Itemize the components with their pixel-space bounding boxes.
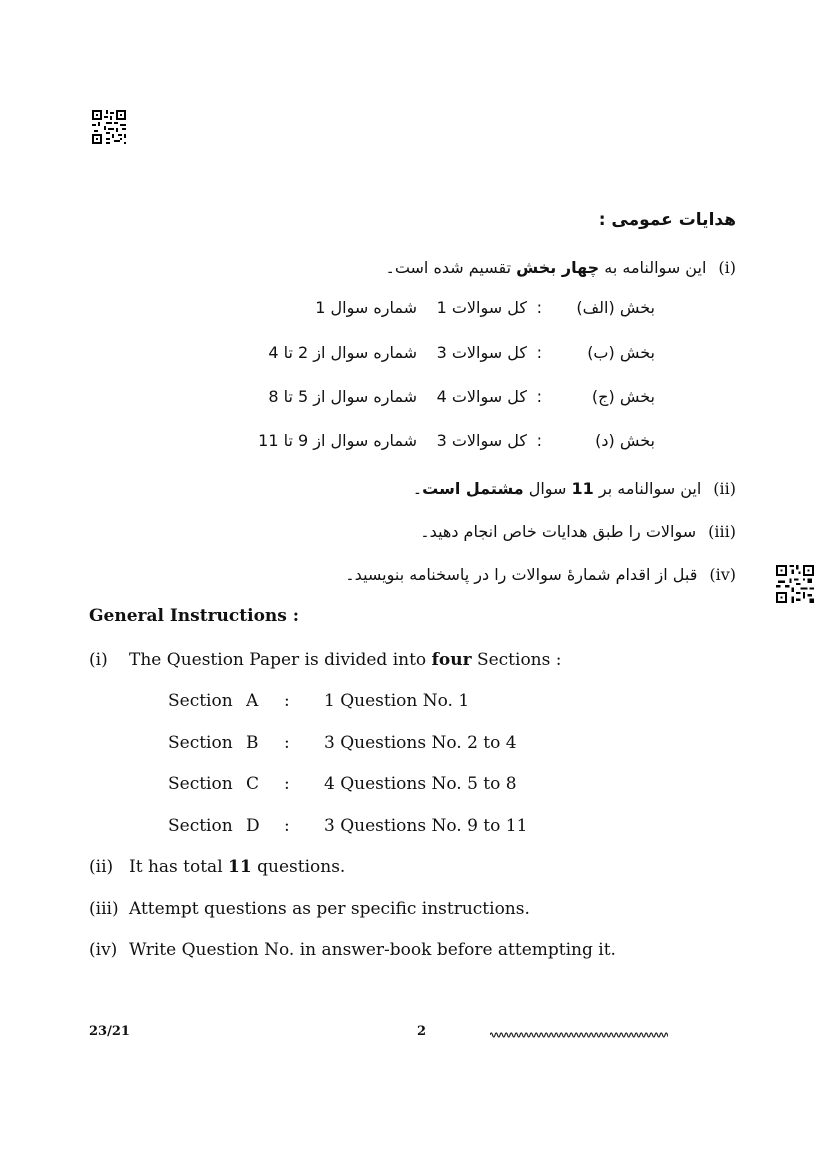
persian-section-total: کل سوالات 1: [436, 298, 527, 317]
persian-section-colon: :: [536, 343, 542, 362]
persian-section-name: بخش (د): [595, 431, 655, 450]
persian-item-marker: (i): [718, 258, 736, 277]
persian-heading: هدایات عمومی :: [598, 210, 736, 230]
section-letter: D: [246, 816, 260, 836]
persian-section-colon: :: [536, 387, 542, 406]
persian-item-4: [345, 565, 736, 584]
footer-page-number: 2: [417, 1024, 427, 1039]
persian-section-name: بخش (ج): [591, 387, 655, 406]
english-item-1-bold: four: [431, 650, 472, 670]
qr-code-right: [776, 565, 814, 603]
section-letter: A: [246, 691, 259, 711]
persian-section-range: شماره سوال از 9 تا 11: [258, 431, 417, 450]
english-item-2-bold: 11: [228, 857, 252, 877]
persian-section-total: کل سوالات 3: [436, 431, 527, 450]
section-label: Section: [168, 691, 233, 711]
english-item-1-marker: (i): [89, 650, 108, 670]
english-item-2-marker: (ii): [89, 857, 114, 877]
persian-section-total: کل سوالات 4: [436, 387, 527, 406]
persian-item-text: ۔: [412, 479, 423, 498]
persian-section-name: بخش (الف): [576, 298, 655, 317]
persian-section-total: کل سوالات 3: [436, 343, 527, 362]
english-item-1-pre: The Question Paper is divided into: [129, 650, 432, 670]
persian-section-range: شماره سوال 1: [315, 298, 417, 317]
english-item-1-post: Sections :: [471, 650, 562, 670]
section-description: 4 Questions No. 5 to 8: [324, 774, 517, 794]
persian-section-colon: :: [536, 298, 542, 317]
persian-item-marker: (iv): [709, 565, 736, 584]
section-colon: :: [284, 774, 290, 794]
section-colon: :: [284, 691, 290, 711]
english-title: General Instructions :: [89, 606, 300, 626]
english-item-4-marker: (iv): [89, 940, 118, 960]
persian-item-marker: (iii): [708, 522, 736, 541]
persian-item-2: [413, 479, 736, 498]
persian-item-text: سوال: [523, 479, 572, 498]
section-label: Section: [168, 816, 233, 836]
section-letter: C: [246, 774, 260, 794]
english-item-3-text: Attempt questions as per specific instructions.: [129, 899, 530, 919]
persian-item-marker: (ii): [713, 479, 736, 498]
persian-item-text: تقسیم شده است۔: [385, 258, 517, 277]
persian-item-text: سوالات را طبق هدایات خاص انجام دهید۔: [420, 522, 697, 541]
persian-item-3: [420, 522, 736, 541]
persian-item-text: این سوالنامه بر: [593, 479, 702, 498]
qr-code-top-left: [92, 110, 126, 144]
section-description: 1 Question No. 1: [324, 691, 470, 711]
persian-section-name: بخش (ب): [587, 343, 655, 362]
english-item-2-pre: It has total: [129, 857, 229, 877]
english-item-3-marker: (iii): [89, 899, 119, 919]
persian-item-text: 11: [571, 479, 594, 498]
persian-item-text: این سوالنامه به: [599, 258, 707, 277]
footer-wavy-line: [490, 1026, 668, 1045]
section-letter: B: [246, 733, 259, 753]
persian-item-text: قبل از اقدام شمارهٔ سوالات را در پاسخنامه بنویسید۔: [345, 565, 698, 584]
section-description: 3 Questions No. 9 to 11: [324, 816, 528, 836]
section-description: 3 Questions No. 2 to 4: [324, 733, 517, 753]
persian-section-range: شماره سوال از 2 تا 4: [268, 343, 417, 362]
section-colon: :: [284, 733, 290, 753]
section-colon: :: [284, 816, 290, 836]
english-item-2-post: questions.: [251, 857, 346, 877]
persian-item-text: چهار بخش: [516, 258, 600, 277]
footer-code: 23/21: [89, 1024, 130, 1039]
persian-item-text: مشتمل است: [422, 479, 524, 498]
persian-item-1: [385, 258, 736, 277]
persian-section-range: شماره سوال از 5 تا 8: [268, 387, 417, 406]
persian-section-colon: :: [536, 431, 542, 450]
english-item-4-text: Write Question No. in answer-book before attempting it.: [129, 940, 616, 960]
section-label: Section: [168, 774, 233, 794]
section-label: Section: [168, 733, 233, 753]
